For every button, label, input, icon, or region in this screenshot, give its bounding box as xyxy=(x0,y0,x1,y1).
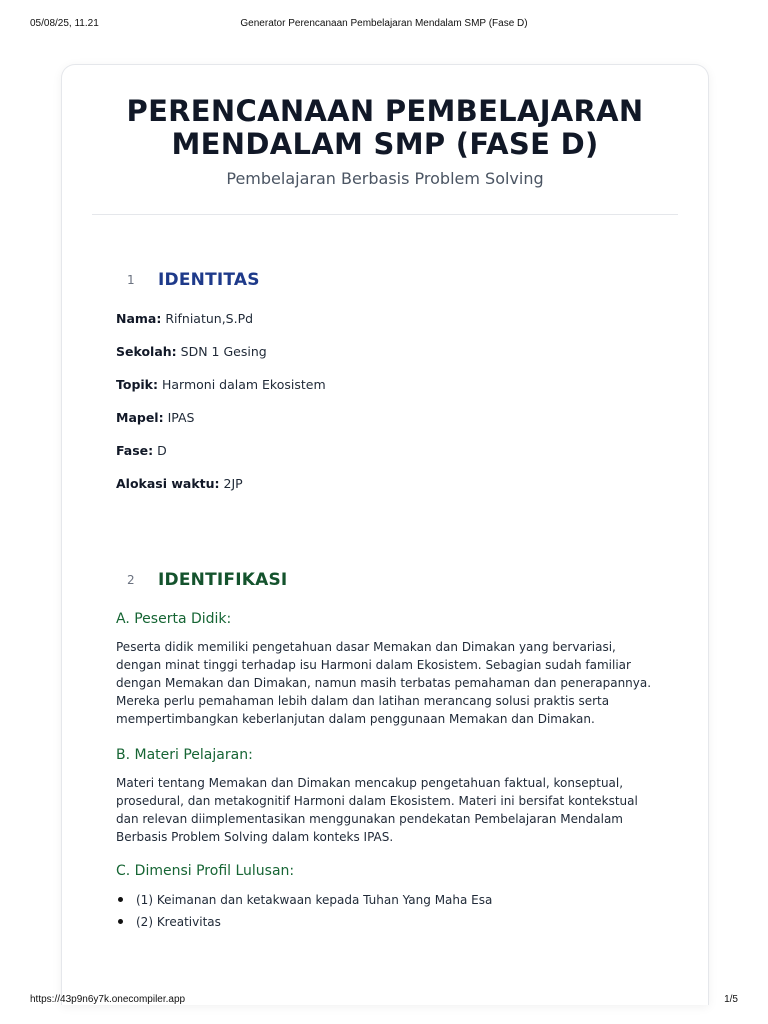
field-mapel-value: IPAS xyxy=(167,410,195,425)
page-number: 1/5 xyxy=(724,994,738,1005)
page-subtitle: Pembelajaran Berbasis Problem Solving xyxy=(226,169,544,188)
print-url[interactable]: https://43p9n6y7k.onecompiler.app xyxy=(30,994,186,1005)
section-2-title: IDENTIFIKASI xyxy=(158,570,288,590)
field-fase-label: Fase: xyxy=(116,443,154,458)
field-fase-value: D xyxy=(157,443,167,458)
section-1-title: IDENTITAS xyxy=(158,270,260,290)
field-alokasi-waktu-value: 2JP xyxy=(223,476,243,491)
paragraph-peserta-didik: Peserta didik memiliki pengetahuan dasar Memakan dan Dimakan yang bervariasi, dengan minat tinggi terhadap isu Harmoni dalam Ekosistem. Sebagian sudah familiar dengan Memakan dan Dimakan, namun masih terbatas pemahaman dan penerapannya. Mereka perlu pemahaman lebih dalam dan latihan merancang solusi praktis serta mempertimbangkan keberlanjutan dalam penggunaan Memakan dan Dimakan. xyxy=(116,640,652,726)
field-fase xyxy=(116,443,167,458)
section-1-number: 1 xyxy=(127,273,135,287)
list-item xyxy=(116,891,492,913)
field-topik xyxy=(116,377,326,392)
section-2-number: 2 xyxy=(127,573,135,587)
field-nama-label: Nama: xyxy=(116,311,162,326)
list-item-text: (1) Keimanan dan ketakwaan kepada Tuhan Yang Maha Esa xyxy=(136,893,493,907)
list-item xyxy=(116,913,492,935)
subhead-materi-pelajaran: B. Materi Pelajaran: xyxy=(116,747,253,763)
field-sekolah-value: SDN 1 Gesing xyxy=(180,344,267,359)
field-alokasi-waktu-label: Alokasi waktu: xyxy=(116,476,220,491)
field-nama xyxy=(116,311,253,326)
title-line-1: PERENCANAAN PEMBELAJARAN xyxy=(126,94,644,128)
field-sekolah-label: Sekolah: xyxy=(116,344,177,359)
print-doc-title: Generator Perencanaan Pembelajaran Mendalam SMP (Fase D) xyxy=(240,18,528,29)
print-datetime: 05/08/25, 11.21 xyxy=(30,18,99,29)
header-divider xyxy=(92,214,678,215)
title-line-2: MENDALAM SMP (FASE D) xyxy=(171,127,599,161)
dimensi-profil-list xyxy=(116,891,492,935)
list-item-text: (2) Kreativitas xyxy=(136,915,221,929)
bullet-icon xyxy=(118,919,123,924)
subhead-peserta-didik: A. Peserta Didik: xyxy=(116,611,232,627)
document-card xyxy=(61,64,709,1005)
paragraph-materi-pelajaran: Materi tentang Memakan dan Dimakan mencakup pengetahuan faktual, konseptual, prosedural, dan metakognitif Harmoni dalam Ekosistem. Materi ini bersifat kontekstual dan relevan diimplementasikan menggunakan pendekatan Pembelajaran Mendalam Berbasis Problem Solving dalam konteks IPAS. xyxy=(116,776,638,844)
field-mapel xyxy=(116,410,195,425)
print-header xyxy=(0,0,768,40)
field-alokasi-waktu xyxy=(116,476,243,491)
field-topik-value: Harmoni dalam Ekosistem xyxy=(161,377,326,392)
field-sekolah xyxy=(116,344,267,359)
print-footer xyxy=(0,994,768,1024)
page-title xyxy=(62,95,708,161)
field-mapel-label: Mapel: xyxy=(116,410,164,425)
subhead-dimensi-profil: C. Dimensi Profil Lulusan: xyxy=(116,863,295,879)
field-nama-value: Rifniatun,S.Pd xyxy=(165,311,254,326)
bullet-icon xyxy=(118,897,123,902)
field-topik-label: Topik: xyxy=(116,377,158,392)
